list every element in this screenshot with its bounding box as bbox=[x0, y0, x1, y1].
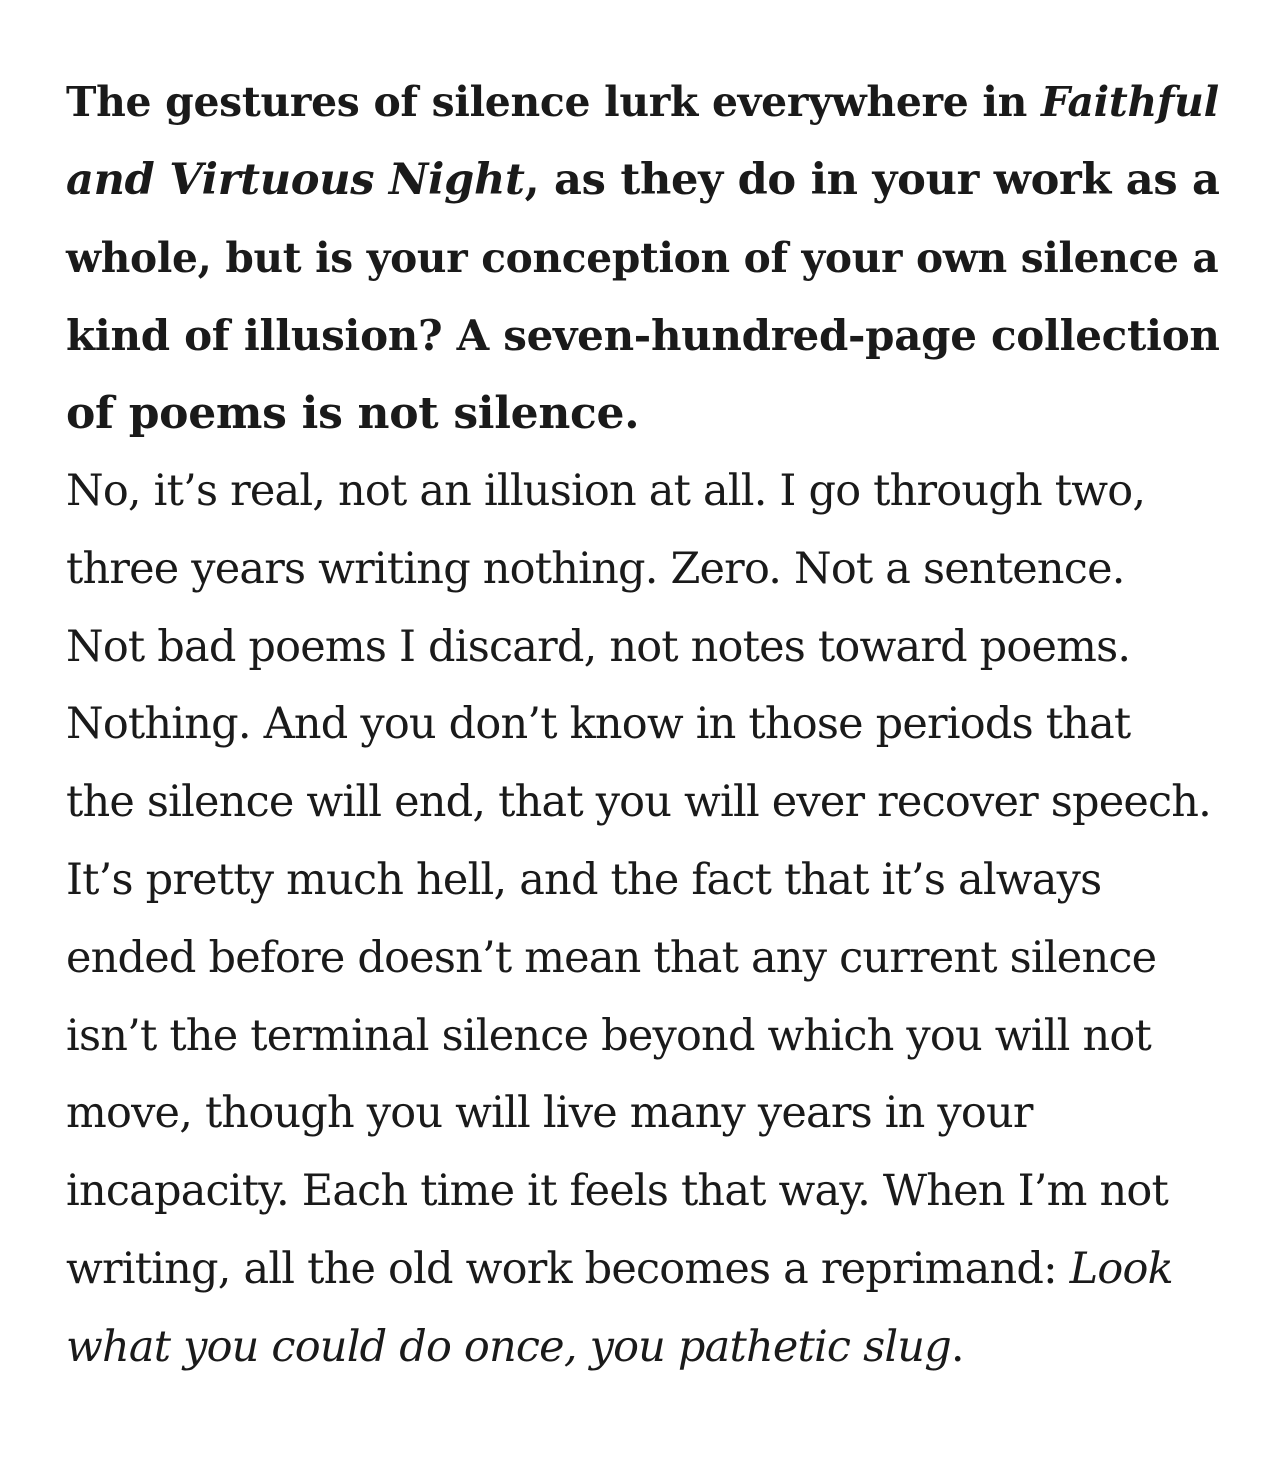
question-line: whole, but is your conception of your own silence a bbox=[66, 233, 1219, 282]
book-title-italic: and Virtuous Night bbox=[66, 154, 525, 205]
answer-line: ended before doesn’t mean that any current silence bbox=[66, 932, 1157, 983]
answer-line: move, though you will live many years in your bbox=[66, 1088, 1033, 1139]
answer-line: No, it’s real, not an illusion at all. I go through two, bbox=[66, 465, 1146, 516]
answer-line: incapacity. Each time it feels that way. When I’m not bbox=[66, 1166, 1168, 1217]
answer-line: Not bad poems I discard, not notes toward poems. bbox=[66, 621, 1131, 672]
question-line: The gestures of silence lurk everywhere in Faithful bbox=[66, 78, 1219, 126]
answer-line: the silence will end, that you will ever recover speech. bbox=[66, 777, 1212, 828]
quoted-reprimand-italic: what you could do once, you pathetic slug bbox=[66, 1321, 951, 1372]
answer-line: writing, all the old work becomes a reprimand: Look bbox=[66, 1243, 1173, 1294]
answer-line: three years writing nothing. Zero. Not a sentence. bbox=[66, 543, 1125, 594]
interview-excerpt bbox=[66, 64, 1226, 1387]
book-title-italic: Faithful bbox=[1041, 78, 1219, 126]
answer-line: Nothing. And you don’t know in those periods that bbox=[66, 699, 1131, 750]
answer-line: It’s pretty much hell, and the fact that it’s always bbox=[66, 854, 1102, 905]
interview-question bbox=[66, 64, 1226, 453]
question-line: kind of illusion? A seven-hundred-page collection bbox=[66, 311, 1220, 361]
question-line: of poems is not silence. bbox=[66, 388, 640, 440]
answer-line: isn’t the terminal silence beyond which you will not bbox=[66, 1010, 1151, 1061]
question-line: and Virtuous Night, as they do in your work as a bbox=[66, 154, 1220, 205]
answer-line: what you could do once, you pathetic slug. bbox=[66, 1321, 964, 1372]
quoted-reprimand-italic: Look bbox=[1069, 1243, 1173, 1294]
interview-answer bbox=[66, 453, 1226, 1387]
